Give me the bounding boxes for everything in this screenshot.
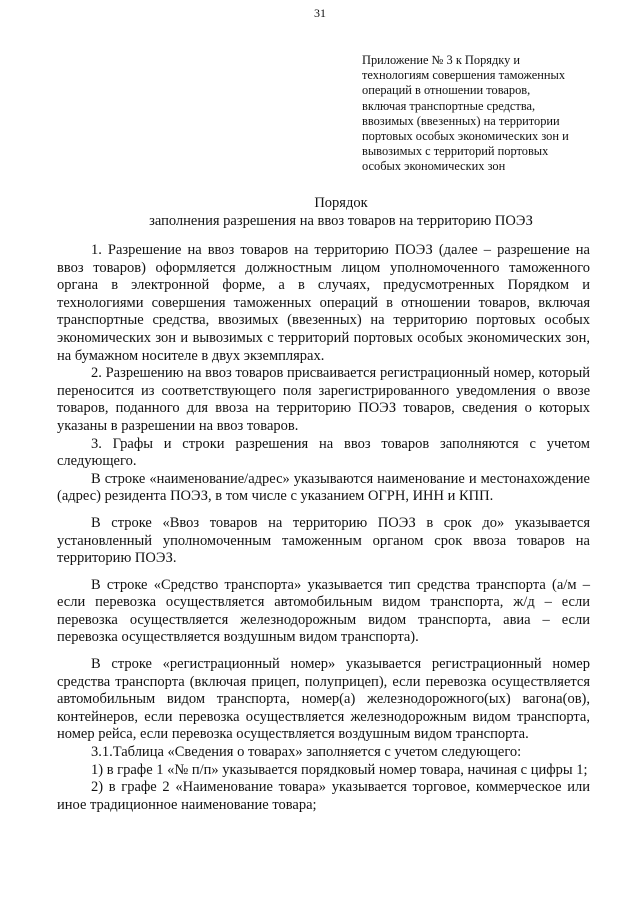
paragraph-column-2: 2) в графе 2 «Наименование товара» указывается торговое, коммерческое или иное традиционное наименование товара; [57,779,590,813]
page-number: 31 [314,6,326,20]
paragraph-column-1: 1) в графе 1 «№ п/п» указывается порядковый номер товара, начиная с цифры 1; [91,761,588,778]
paragraph-name-address: В строке «наименование/адрес» указываются наименование и местонахождение (адрес) резидента ПОЭЗ, в том числе с указанием ОГРН, ИНН и КПП. [57,470,590,505]
appendix-line: включая транспортные средства, [362,98,536,113]
paragraph-3: 3. Графы и строки разрешения на ввоз товаров заполняются с учетом следующего. [57,435,590,470]
paragraph-1: 1. Разрешение на ввоз товаров на территорию ПОЭЗ (далее – разрешение на ввоз товаров) оформляется должностным лицом уполномоченного таможенного органа в электронной форме, а в случаях, предусмотренных Порядком и технологиями совершения таможенных операций в отношении товаров, включая транспортные средства, ввозимых (ввезенных) на территорию портовых особых экономических зон и вывозимых с территорий портовых особых экономических зон, на бумажном носителе в двух экземплярах. [57,242,590,364]
appendix-line: портовых особых экономических зон и [362,129,569,144]
appendix-note [362,53,592,175]
appendix-line: ввозимых (ввезенных) на территории [362,113,560,128]
document-body [57,242,590,814]
appendix-line: Приложение № 3 к Порядку и [362,53,521,67]
appendix-line: вывозимых с территорий портовых [362,144,549,159]
paragraph-transport: В строке «Средство транспорта» указывается тип средства транспорта (а/м – если перевозка осуществляется автомобильным видом транспорта, ж/д – если перевозка осуществляется железнодорожным видом транспорта, авиа – если перевозка осуществляется воздушным видом транспорта). [57,576,590,646]
paragraph-2: 2. Разрешению на ввоз товаров присваивается регистрационный номер, который переносится из соответствующего поля зарегистрированного уведомления о ввозе товаров, поданного для ввоза на территорию ПОЭЗ товаров, сведения о которых указаны в разрешении на ввоз товаров. [57,365,590,434]
paragraph-import-deadline: В строке «Ввоз товаров на территорию ПОЭЗ в срок до» указывается установленный уполномоченным таможенным органом срок ввоза товаров на территорию ПОЭЗ. [57,514,590,567]
document-title: Порядок [314,195,368,211]
document-subtitle: заполнения разрешения на ввоз товаров на территорию ПОЭЗ [149,213,533,229]
document-heading [60,194,622,230]
paragraph-3-1: 3.1.Таблица «Сведения о товарах» заполняется с учетом следующего: [91,744,522,761]
appendix-line: особых экономических зон [362,159,506,174]
paragraph-registration-number: В строке «регистрационный номер» указывается регистрационный номер средства транспорта (включая прицеп, полуприцеп), если перевозка осуществляется автомобильным видом транспорта, номер(а) железнодорожного(ых) вагона(ов), контейнеров, если перевозка осуществляется железнодорожным видом транспорта, номер рейса, если перевозка осуществляется воздушным видом транспорта. [57,656,590,743]
appendix-line: операций в отношении товаров, [362,83,531,98]
appendix-line: технологиям совершения таможенных [362,68,566,83]
